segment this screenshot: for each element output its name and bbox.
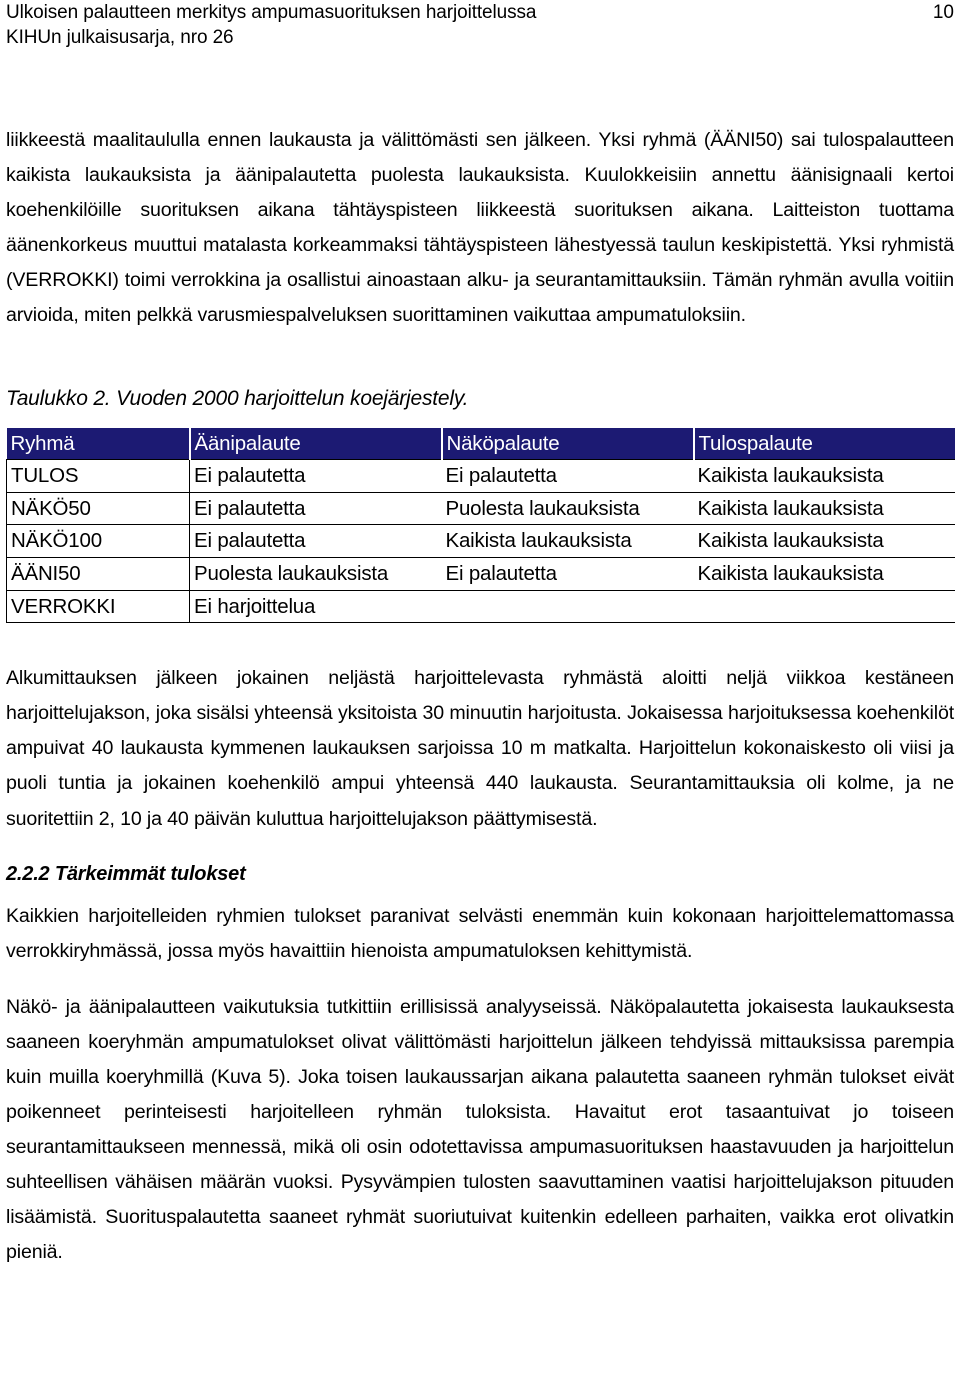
- table-cell: ÄÄNI50: [7, 557, 190, 590]
- table-header-row: [7, 428, 955, 460]
- table-row: [7, 557, 955, 590]
- table-header-cell: Tulospalaute: [694, 428, 955, 460]
- table-cell: Ei harjoittelua: [190, 590, 442, 623]
- header-title: Ulkoisen palautteen merkitys ampumasuorituksen harjoittelussa: [6, 2, 537, 23]
- table-cell: Ei palautetta: [190, 492, 442, 525]
- table-cell: Kaikista laukauksista: [694, 557, 955, 590]
- table-row: [7, 525, 955, 558]
- table-cell: TULOS: [7, 460, 190, 493]
- table-cell: Ei palautetta: [190, 525, 442, 558]
- table-cell: NÄKÖ100: [7, 525, 190, 558]
- table-cell: VERROKKI: [7, 590, 190, 623]
- table-cell: Ei palautetta: [442, 557, 694, 590]
- table-cell: Puolesta laukauksista: [190, 557, 442, 590]
- table-row: [7, 460, 955, 493]
- section-heading: 2.2.2 Tärkeimmät tulokset: [6, 862, 246, 885]
- table-cell: Puolesta laukauksista: [442, 492, 694, 525]
- page-header: [6, 0, 954, 50]
- table-cell: NÄKÖ50: [7, 492, 190, 525]
- experiment-table: [6, 428, 955, 624]
- table-header-cell: Ryhmä: [7, 428, 190, 460]
- table-caption: Taulukko 2. Vuoden 2000 harjoittelun koejärjestely.: [6, 386, 469, 410]
- results-paragraph-2: Näkö- ja äänipalautteen vaikutuksia tutkittiin erillisissä analyyseissä. Näköpalautetta jokaisesta laukauksesta saaneen koeryhmän ampumatulokset olivat välittömästi harjoittelun jälkeen tehdyissä mittauksissa parempia kuin muilla koeryhmillä (Kuva 5). Joka toisen laukaussarjan aikana palautetta saaneen ryhmän tulokset eivät poikenneet perinteisesti harjoitelleen ryhmän tuloksista. Havaitut erot tasaantuivat jo toiseen seurantamittaukseen mennessä, mikä oli osin odotettavissa ampumasuorituksen haastavuuden ja harjoittelun suhteellisen vähäisen määrän vuoksi. Pysyvämpien tulosten saavuttaminen vaatisi harjoittelujakson pituuden lisäämistä. Suorituspalautetta saaneet ryhmät suoriutuivat kuitenkin edelleen parhaiten, vaikka erot olivatkin pieniä.: [6, 995, 954, 1264]
- table-cell: Kaikista laukauksista: [694, 525, 955, 558]
- table-cell: Ei palautetta: [442, 460, 694, 493]
- table-row: [7, 492, 955, 525]
- table-cell: Kaikista laukauksista: [694, 492, 955, 525]
- table-header-cell: Äänipalaute: [190, 428, 442, 460]
- header-series: KIHUn julkaisusarja, nro 26: [6, 27, 234, 48]
- table-row: [7, 590, 955, 623]
- table-cell: Kaikista laukauksista: [442, 525, 694, 558]
- table-header-cell: Näköpalaute: [442, 428, 694, 460]
- results-paragraph-1: Kaikkien harjoitelleiden ryhmien tulokset paranivat selvästi enemmän kuin kokonaan harjoittelemattomassa verrokkiryhmässä, jossa myös havaittiin hienoista ampumatuloksen kehittymistä.: [6, 904, 954, 962]
- table-cell: [694, 590, 955, 623]
- after-table-paragraph: Alkumittauksen jälkeen jokainen neljästä harjoittelevasta ryhmästä aloitti neljä viikkoa kestäneen harjoittelujakson, joka sisälsi yhteensä yksitoista 30 minuutin harjoitusta. Jokaisessa harjoituksessa koehenkilöt ampuivat 40 laukausta kymmenen laukauksen sarjoissa 10 m matkalta. Harjoittelun kokonaiskesto oli viisi ja puoli tuntia ja jokainen koehenkilö ampui yhteensä 440 laukausta. Seurantamittauksia oli kolme, ja ne suoritettiin 2, 10 ja 40 päivän kuluttua harjoittelujakson päättymisestä.: [6, 667, 954, 830]
- table-cell: Kaikista laukauksista: [694, 460, 955, 493]
- page-number: 10: [932, 2, 954, 23]
- intro-paragraph: liikkeestä maalitaululla ennen laukausta ja välittömästi sen jälkeen. Yksi ryhmä (ÄÄNI50) sai tulospalautteen kaikista laukauksista ja äänipalautetta puolesta laukauksista. Kuulokkeisiin annettu äänisignaali kertoi koehenkilöille suorituksen aikana tähtäyspisteen liikkeestä suorituksen aikana. Laitteiston tuottama äänenkorkeus muuttui matalasta korkeammaksi tähtäyspisteen lähestyessä taulun keskipistettä. Yksi ryhmistä (VERROKKI) toimi verrokkina ja osallistui ainoastaan alku- ja seurantamittauksiin. Tämän ryhmän avulla voitiin arvioida, miten pelkkä varusmiespalveluksen suorittaminen vaikuttaa ampumatuloksiin.: [6, 129, 954, 327]
- table-cell: [442, 590, 694, 623]
- table-cell: Ei palautetta: [190, 460, 442, 493]
- page-content: [6, 123, 954, 1271]
